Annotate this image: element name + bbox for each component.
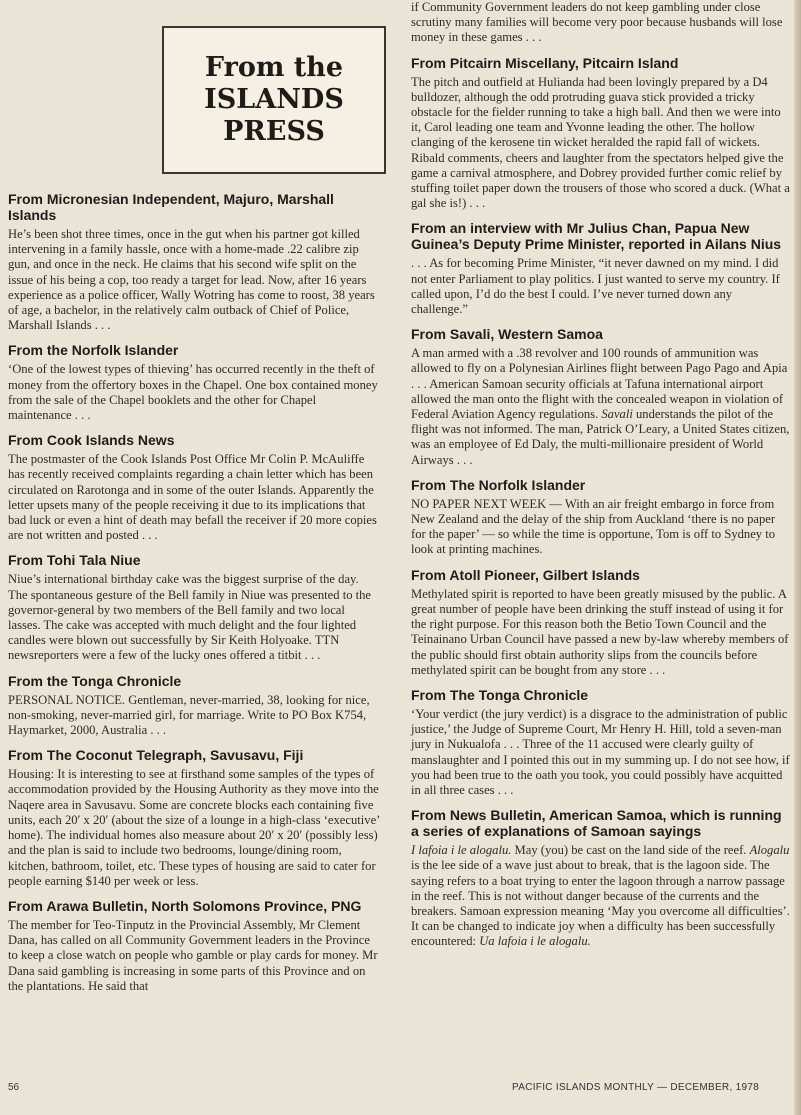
publication-footer: PACIFIC ISLANDS MONTHLY — DECEMBER, 1978	[512, 1082, 760, 1093]
article-headline: From Savali, Western Samoa	[411, 326, 603, 343]
body-text: understands the pilot of the flight was not informed. The man, Patrick O’Leary, a United States citizen, was an employee of Ed Daly, the multi-millionaire president of World Airways . . .	[411, 407, 790, 467]
article-headline: From The Norfolk Islander	[411, 476, 586, 493]
article-body: NO PAPER NEXT WEEK — With an air freight embargo in force from New Zealand and the delay of the ship from Auckland ‘there is no paper for the paper’ — so while the time is opportune, Tom is off to Sydney to look at printing machines.	[411, 496, 776, 557]
article-headline: From The Coconut Telegraph, Savusavu, Fiji	[8, 747, 304, 764]
article-headline: From News Bulletin, American Samoa, which is running a series of explanations of Samoan sayings	[411, 807, 782, 840]
article-headline: From The Tonga Chronicle	[411, 686, 589, 703]
article-savali	[411, 326, 791, 468]
article-body: The postmaster of the Cook Islands Post Office Mr Colin P. McAuliffe has recently received complaints regarding a chain letter which has been circulated on Rarotonga and in some of the outer Islands. Apparently the letter upsets many of the people receiving it due to its implications that bad luck or even a hint of death may befall the receiver if 20 more copies are not written and posted . . .	[8, 452, 377, 543]
page-number: 56	[8, 1082, 20, 1093]
article-norfolk-islander	[8, 342, 380, 423]
article-cook-islands	[8, 432, 380, 543]
body-italic: Alogalu	[749, 843, 790, 858]
article-body: PERSONAL NOTICE. Gentleman, never-married, 38, looking for nice, non-smoking, never-married girl, for marriage. Write to PO Box K754, Haymarket, 2000, Australia . . .	[8, 692, 370, 738]
article-body: ‘Your verdict (the jury verdict) is a disgrace to the administration of public justice,’ the Judge of Supreme Court, Mr Henry H. Hill, told a seven-man jury in Nukualofa . . . Three of the 11 accused were clearly guilty of manslaughter and I pointed this out in my summing up. I do not see how, if you had been true to the oath you took, you could possibly have acquitted in all three cases . . .	[411, 706, 790, 797]
article-headline: From Arawa Bulletin, North Solomons Province, PNG	[8, 897, 362, 914]
article-headline: From the Tonga Chronicle	[8, 672, 182, 689]
article-body-continued: if Community Government leaders do not keep gambling under close scrutiny many families will become very poor because husbands will lose money in these games . . .	[411, 0, 783, 45]
body-text: is the lee side of a wave just about to break, that is the lagoon side. The saying refers to a boat trying to enter the lagoon through a narrow passage in the reef. This is not without danger because of the currents and the breakers. Samoan expression meaning ‘May you overcome all difficulties’. It can be changed to indicate joy when a difficulty has been successfully encountered:	[411, 858, 790, 949]
article-headline: From Tohi Tala Niue	[8, 552, 141, 569]
article-micronesian	[8, 191, 380, 333]
article-headline: From Micronesian Independent, Majuro, Marshall Islands	[8, 191, 334, 223]
article-norfolk-islander-2	[411, 477, 791, 558]
article-headline: From the Norfolk Islander	[8, 342, 179, 359]
article-body: . . . As for becoming Prime Minister, “it never dawned on my mind. I did not enter Parliament to play politics. I just wanted to serve my country. If called upon, I’d do the best I could. I’ve never turned down any challenge.”	[411, 256, 780, 317]
body-text: A man armed with a .38 revolver and 100 rounds of ammunition was allowed to fly on a Polynesian Airlines flight between Pago Pago and Apia . . . American Samoan security officials at Tafuna international airport allowed the man onto the flight with the concealed weapon in violation of Federal Aviation Agency regulations.	[411, 346, 788, 422]
article-headline: From an interview with Mr Julius Chan, Papua New Guinea’s Deputy Prime Minister, reported in Ailans Nius	[411, 220, 782, 253]
article-julius-chan-interview	[411, 220, 791, 317]
article-body: The member for Teo-Tinputz in the Provincial Assembly, Mr Clement Dana, has called on all Community Government leaders in the Province to keep a close watch on people who gamble or play cards for money. Mr Dana said gambling is increasing in some parts of this Province and on the plantations. He said that	[8, 917, 378, 993]
article-body: He’s been shot three times, once in the gut when his partner got killed intervening in a family hassle, once with a home-made .22 calibre zip gun, and once in the neck. He claims that his second wife split on the issue of his being a cop, too ready a target for lead. Now, after 16 years experience as a police officer, Wally Wotring has come to roost, 38 years of age, a bachelor, in the relatively calm outback of Chief of Police, Marshall Islands . . .	[8, 227, 375, 333]
article-tohi-tala-niue	[8, 552, 380, 663]
article-tonga-chronicle	[8, 673, 380, 739]
article-coconut-telegraph	[8, 747, 380, 889]
masthead-box	[162, 26, 386, 174]
body-italic: Ua lafoia i le alogalu.	[479, 934, 591, 949]
article-arawa-bulletin	[8, 898, 380, 994]
article-arawa-continued	[411, 0, 791, 46]
body-italic: I lafoia i le alogalu.	[411, 843, 512, 858]
article-pitcairn-miscellany	[411, 55, 791, 212]
article-body: ‘One of the lowest types of thieving’ has occurred recently in the theft of money from the offertory boxes in the Chapel. One box contained money from the sale of the Chapel booklets and the other for Chapel maintenance . . .	[8, 362, 378, 423]
masthead-title: From the ISLANDS PRESS	[204, 52, 344, 147]
article-headline: From Atoll Pioneer, Gilbert Islands	[411, 566, 640, 583]
article-headline: From Cook Islands News	[8, 432, 175, 449]
article-atoll-pioneer	[411, 567, 791, 678]
article-body	[411, 346, 791, 468]
article-headline: From Pitcairn Miscellany, Pitcairn Island	[411, 54, 679, 71]
article-tonga-chronicle-2	[411, 687, 791, 798]
article-body: The pitch and outfield at Hulianda had been lovingly prepared by a D4 bulldozer, although the odd protruding guava stick provided a tricky obstacle for the fielder running to take a high ball. And then we were into it, Carol leading one team and Yvonne leading the other. The hollow clanging of the kerosene tin wicket heralded the rapid fall of wickets. Ribald comments, cheers and laughter from the spectators helped give the game a carnival atmosphere, and Dobrey provided further comic relief by stuffing toilet paper down the trousers of those who scored a duck. (What a gal she is!) . . .	[411, 74, 790, 211]
article-body: Niue’s international birthday cake was the biggest surprise of the day. The spontaneous gesture of the Bell family in Niue was presented to the governor-general by two members of the Bell family and two local lasses. The cake was accepted with much delight and the four lighted candles were blown out successfully by Sir Keith Holyoake. TTN newsreporters were a few of the lucky ones offered a titbit . . .	[8, 572, 372, 663]
left-column	[8, 191, 380, 1003]
article-news-bulletin-samoa	[411, 807, 791, 949]
page-edge-shadow	[794, 0, 801, 1115]
article-body: Methylated spirit is reported to have been greatly misused by the public. A great number of people have been drinking the stuff instead of using it for the right purpose. For this reason both the Betio Town Council and the Teinainano Urban Council have passed a new by-law whereby members of the public should first obtain authority slips from the councils before methylated spirit can be bought from any store . . .	[411, 586, 789, 677]
body-text: May (you) be cast on the land side of the reef.	[511, 843, 750, 858]
article-body	[411, 843, 791, 949]
right-column	[411, 0, 791, 959]
body-italic: Savali	[601, 407, 633, 422]
article-body: Housing: It is interesting to see at firsthand some samples of the types of accommodation provided by the Housing Authority as they move into the Naqere area in Savusavu. Some are concrete blocks each containing five units, each 20′ x 20′ (about the size of a lounge in a high-class ‘executive’ home). The individual homes also measure about 20′ x 20′ (possibly less) and the plan is said to include two bedrooms, lounge/dining room, kitchen, bathroom, toilet, etc. These types of housing are said to cater for people earning $140 per week or less.	[8, 767, 380, 888]
